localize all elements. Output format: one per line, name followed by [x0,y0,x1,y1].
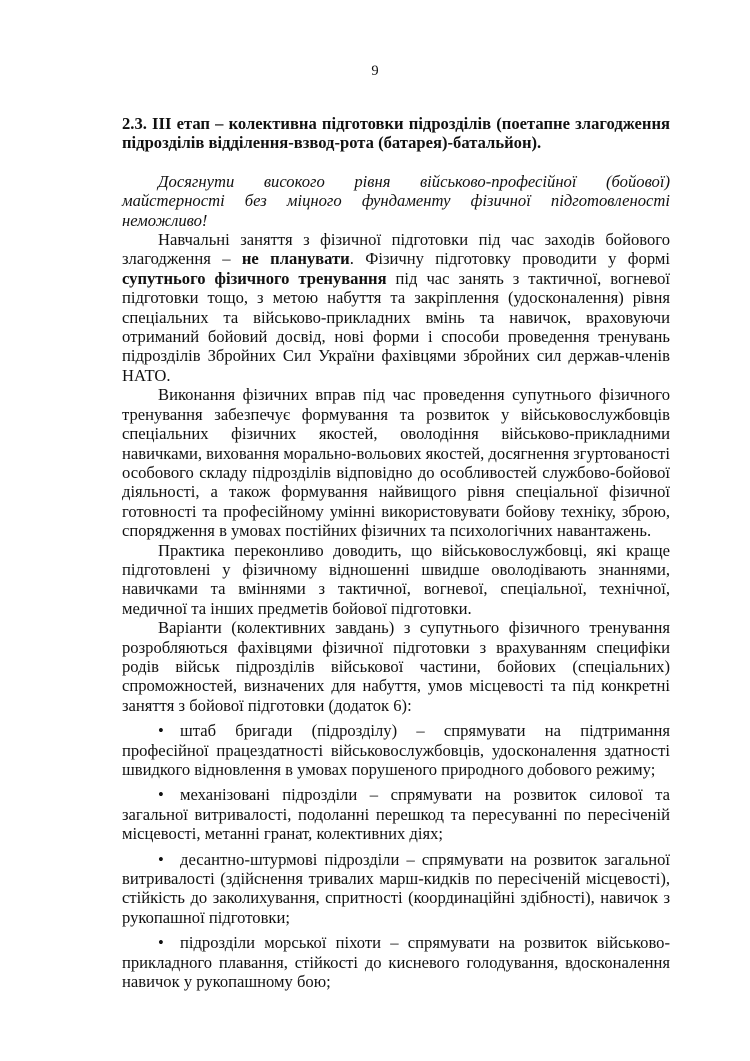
bullet-item [122,721,670,779]
bullet-item [122,933,670,991]
bullet-item [122,785,670,843]
page-number: 9 [371,63,379,79]
paragraph-1-text-b: . Фізичну підготовку проводити у формі [349,249,671,269]
bullet-item-text: підрозділи морської піхоти – спрямувати на розвиток військово-прикладного плавання, стійкості до кисневого голодування, вдосконалення навичок у рукопашному бою; [122,933,670,992]
page-content [122,114,670,991]
paragraph-1-bold-a: не планувати [241,249,350,269]
bullet-item-text: штаб бригади (підрозділу) – спрямувати на підтримання професійної працездатності військовослужбовців, удосконалення здатності швидкого відновлення в умовах порушеного природного добового режиму; [122,721,670,779]
bullet-item-text: десантно-штурмові підрозділи – спрямувати на розвиток загальної витривалості (здійснення тривалих марш-кидків по пересіченій місцевості), стійкість до заколихування, спритності (координаційні здібності), навичок з рукопашної підготовки; [122,849,670,927]
bullet-icon: • [158,933,164,953]
paragraph-1-text-a: Навчальні заняття з фізичної підготовки під час заходів бойового злагодження – [122,230,670,269]
paragraph-1-text-c: під час занять з тактичної, вогневої підготовки тощо, з метою набуття та закріплення (удосконалення) рівня спеціальних та військово-прикладних вмінь та навичок, враховуючи отриманий бойовий досвід, нові форми і способи проведення тренувань підрозділів Збройних Сил України фахівцями збройних сил держав-членів НАТО. [122,268,671,385]
paragraph-1-bold-b: супутнього фізичного тренування [122,268,387,288]
bullet-icon: • [158,849,164,869]
section-heading: 2.3. III етап – колективна підготовки підрозділів (поетапне злагодження підрозділів відділення-взвод-рота (батарея)-батальйон). [122,114,670,153]
paragraph-2: Виконання фізичних вправ під час проведення супутнього фізичного тренування забезпечує формування та розвиток у військовослужбовців спеціальних фізичних якостей, оволодіння військово-прикладними навичками, виховання морально-вольових якостей, досягнення згуртованості особового складу підрозділів відповідно до особливостей службово-бойової діяльності, а також формування найвищого рівня спеціальної фізичної готовності та професійному умінні використовувати бойову техніку, зброю, спорядження в умовах постійних фізичних та психологічних навантажень. [122,385,670,541]
epigraph: Досягнути високого рівня військово-професійної (бойової) майстерності без міцного фундаменту фізичної підготовленості неможливо! [122,171,670,230]
paragraph-4: Варіанти (колективних завдань) з супутнього фізичного тренування розробляються фахівцями фізичної підготовки з врахуванням специфіки родів військ підрозділів військової частини, бойових (спеціальних) спроможностей, визначених для набуття, умов місцевості та під конкретні заняття з бойової підготовки (додаток 6): [122,618,670,715]
bullet-item-text: механізовані підрозділи – спрямувати на розвиток силової та загальної витривалості, подоланні перешкод та пересуванні по пересіченій місцевості, метанні гранат, колективних діях; [122,785,670,844]
bullet-icon: • [158,721,164,741]
bullet-item [122,850,670,928]
paragraph-3: Практика переконливо доводить, що військовослужбовці, які краще підготовлені у фізичному відношенні швидше оволодівають знаннями, навичками та вміннями з тактичної, вогневої, спеціальної, технічної, медичної та інших предметів бойової підготовки. [122,540,670,618]
bullet-icon: • [158,785,164,805]
paragraph-1 [122,230,670,385]
